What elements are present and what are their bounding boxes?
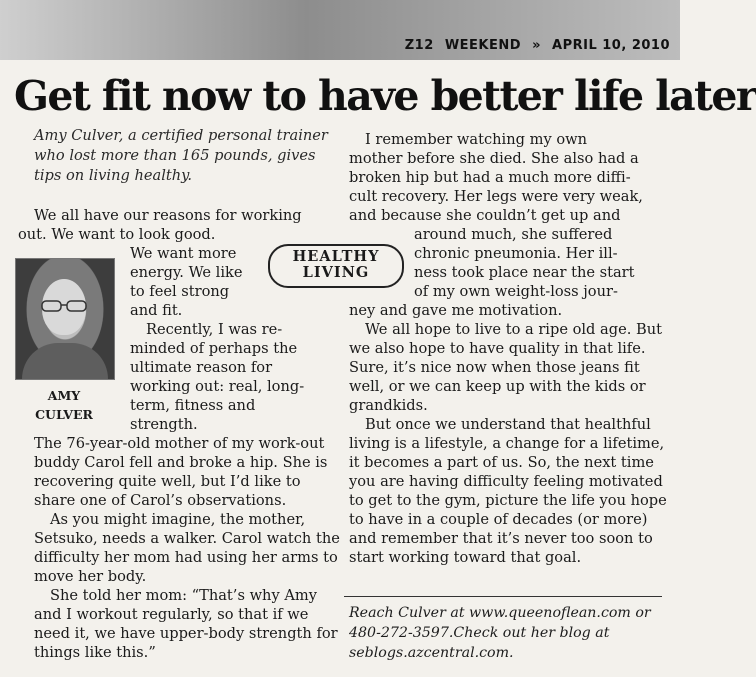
byline-first: AMY <box>47 388 81 403</box>
col1-line: strength. <box>130 416 198 433</box>
col1-line: We want more <box>130 245 237 262</box>
divider <box>344 596 662 597</box>
col2-line: and because she couldn’t get up and <box>349 207 621 224</box>
badge-line1: HEALTHY <box>292 248 380 265</box>
section-name: WEEKEND <box>444 38 522 53</box>
col2-line: mother before she died. She also had a <box>349 150 639 167</box>
healthy-living-badge <box>268 244 404 288</box>
col1-line: out. We want to look good. <box>18 226 216 243</box>
col2-line: of my own weight-loss jour- <box>414 283 618 300</box>
col2-line: ney and gave me motivation. <box>349 302 563 319</box>
dateline <box>405 38 670 53</box>
col2-line: chronic pneumonia. Her ill- <box>414 245 618 262</box>
col2-paragraph: But once we understand that healthful living is a lifestyle, a change for a lifetime, it becomes a part of us. So, the next time you are having difficulty feeling motivated to get to the gym, picture the life you hope to have in a couple of decades (or more) and remember that it’s never too soon to start working toward that goal. <box>349 416 667 566</box>
col2-line: cult recovery. Her legs were very weak, <box>349 188 643 205</box>
col2-paragraph: We all hope to live to a ripe old age. But we also hope to have quality in that life. Sure, it’s nice now when those jeans fit well, or we can keep up with the kids or grandkids. <box>349 321 662 414</box>
page-number: Z12 <box>404 38 434 53</box>
col1-line: working out: real, long- <box>130 378 305 395</box>
col1-line: Recently, I was re- <box>146 321 283 338</box>
col1-line: energy. We like <box>130 264 243 281</box>
col1-line: We all have our reasons for working <box>34 207 302 224</box>
author-photo <box>15 258 115 380</box>
col2-line: around much, she suffered <box>414 226 613 243</box>
col1-paragraph: She told her mom: “That’s why Amy and I workout regularly, so that if we need it, we have upper-body strength for things like this.” <box>34 587 338 661</box>
col1-paragraph: The 76-year-old mother of my work-out buddy Carol fell and broke a hip. She is recovering quite well, but I’d like to share one of Carol’s observations. <box>34 435 328 509</box>
col1-line: minded of perhaps the <box>130 340 298 357</box>
headline: Get fit now to have better life later <box>14 72 756 120</box>
col1-body <box>34 434 340 662</box>
badge-line2: LIVING <box>302 264 370 281</box>
deck: Amy Culver, a certified personal trainer who lost more than 165 pounds, gives tips on living healthy. <box>34 127 328 184</box>
col1-line: ultimate reason for <box>130 359 273 376</box>
col2-line: broken hip but had a much more diffi- <box>349 169 631 186</box>
author-credit: Reach Culver at www.queenoflean.com or 480-272-3597.Check out her blog at seblogs.azcentral.com. <box>349 605 651 661</box>
col1-intro <box>18 206 340 244</box>
col1-line: term, fitness and <box>130 397 256 414</box>
separator: » <box>532 38 541 53</box>
col2-wrap <box>414 225 669 301</box>
col2-line: ness took place near the start <box>414 264 635 281</box>
col1-paragraph: As you might imagine, the mother, Setsuko, needs a walker. Carol watch the difficulty her mom had using her arms to move her body. <box>34 511 340 585</box>
byline-last: CULVER <box>35 407 93 422</box>
author-shoulders <box>22 343 108 379</box>
byline <box>15 386 113 424</box>
issue-date: APRIL 10, 2010 <box>552 38 670 53</box>
col2-line: I remember watching my own <box>365 131 587 148</box>
col2-top <box>349 130 669 225</box>
glasses-icon <box>40 300 88 312</box>
col1-line: and fit. <box>130 302 183 319</box>
col2-body <box>349 301 667 567</box>
col1-line: to feel strong <box>130 283 230 300</box>
